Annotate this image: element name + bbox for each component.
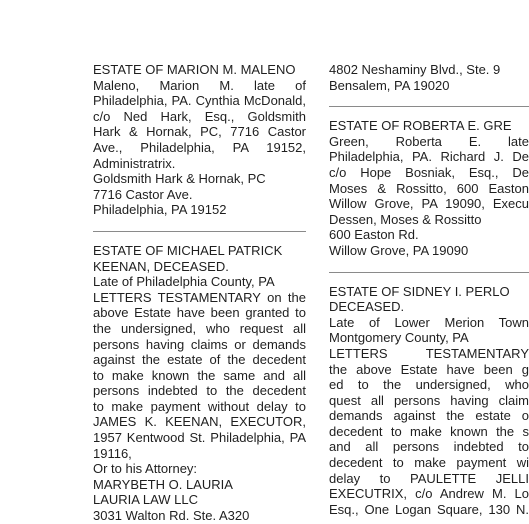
notice-line: MARYBETH O. LAURIA [93,476,233,492]
right-column [329,62,529,517]
notice-line: Bensalem, PA 19020 [329,77,450,93]
notice-line: c/o Ned Hark, Esq., Goldsmith [93,108,306,124]
notice-address-continued [329,62,529,93]
notice-line: delay to PAULETTE JELLI [329,470,529,486]
notice-line: 3031 Walton Rd. Ste. A320 [93,508,250,524]
notice-line: 1957 Kentwood St. Philadelphia, PA [93,430,306,446]
notice-line: to make known the same and all [93,367,306,383]
notice-line: Late of Lower Merion Town [329,314,529,330]
notice-line: persons having claims or demands [93,336,306,352]
notice-line: LAURIA LAW LLC [93,492,199,508]
notice-line: the above Estate have been g [329,361,529,377]
notice-line: and all persons indebted to [329,439,529,455]
notice-line: Hark & Hornak, PC, 7716 Castor [93,124,306,140]
notice-line: ESTATE OF MICHAEL PATRICK [93,242,283,258]
notice-line: Dessen, Moses & Rossitto [329,211,482,227]
notice-line: quest all persons having claim [329,392,529,408]
notice-line: Philadelphia, PA 19152 [93,202,227,218]
notice-line: KEENAN, DECEASED. [93,258,229,274]
notice-line: Moses & Rossitto, 600 Easton [329,180,529,196]
notice-line: LETTERS TESTAMENTARY [329,345,529,361]
notice-line: Ave., Philadelphia, PA 19152, [93,139,306,155]
notice-line: Late of Philadelphia County, PA [93,274,275,290]
notice-line: DECEASED. [329,299,405,315]
notice-line: against the estate of the decedent [93,352,306,368]
notice-line: 7716 Castor Ave. [93,186,193,202]
notice-line: the undersigned, who request all [93,320,306,336]
notice-line: Maleno, Marion M. late of [93,77,306,93]
notice-line: Goldsmith Hark & Hornak, PC [93,171,266,187]
left-column [93,62,306,524]
notice-line: ESTATE OF ROBERTA E. GRE [329,118,512,134]
notice-line: c/o Hope Bosniak, Esq., De [329,164,529,180]
notice-line: ESTATE OF MARION M. MALENO [93,62,296,77]
notice-line: Or to his Attorney: [93,461,198,477]
notice-line: persons indebted to the decedent [93,383,306,399]
notice-line: demands against the estate o [329,408,529,424]
notice-line: JAMES K. KEENAN, EXECUTOR, [93,414,306,430]
notice-line: 4802 Neshaminy Blvd., Ste. 9 [329,62,501,77]
notice-maleno [93,62,306,218]
notice-line: decedent to make known the s [329,423,529,439]
notice-line: Willow Grove, PA 19090, Execu [329,196,529,212]
notice-line: ESTATE OF SIDNEY I. PERLO [329,283,510,299]
notice-divider [329,272,529,273]
notice-line: 600 Easton Rd. [329,227,419,243]
notice-perlo [329,284,529,518]
notice-line: EXECUTRIX, c/o Andrew M. Lo [329,486,529,502]
notice-line: Administratrix. [93,155,176,171]
notice-line: decedent to make payment wi [329,455,529,471]
notice-keenan [93,243,306,524]
notice-line: to make payment without delay to [93,398,306,414]
notice-green [329,118,529,258]
notice-line: Montgomery County, PA [329,330,469,346]
notice-line: Green, Roberta E. late [329,133,529,149]
notice-divider [329,106,529,107]
notice-line: Philadelphia, PA. Cynthia McDonald, [93,93,306,109]
notice-line: above Estate have been granted to [93,305,306,321]
notice-divider [93,231,306,232]
notice-line: Esq., One Logan Square, 130 N. [329,501,529,517]
notice-line: ed to the undersigned, who [329,377,529,393]
notice-line: 19116, [93,445,132,461]
notice-line: Willow Grove, PA 19090 [329,242,469,258]
notice-line: Philadelphia, PA. Richard J. De [329,149,529,165]
notice-line: LETTERS TESTAMENTARY on the [93,289,306,305]
